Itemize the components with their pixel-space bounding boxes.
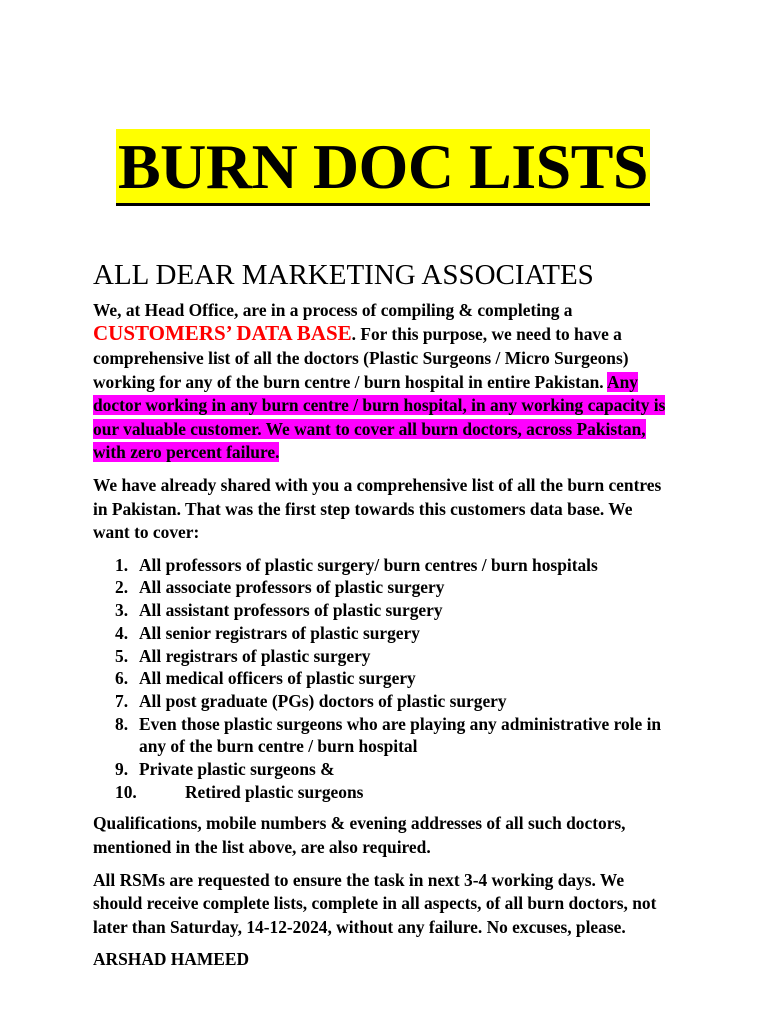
list-item-number: 7. xyxy=(115,690,129,711)
requirements-paragraph: Qualifications, mobile numbers & evening addresses of all such doctors, mentioned in the list above, are also required. xyxy=(93,813,626,858)
highlighted-statement: Any doctor working in any burn centre / burn hospital, in any working capacity is our valuable customer. We want to cover all burn doctors, across Pakistan, with zero percent failure. xyxy=(93,371,666,463)
list-item-text: Private plastic surgeons & xyxy=(139,759,335,780)
deadline-paragraph: All RSMs are requested to ensure the task in next 3-4 working days. We should receive complete lists, complete in all aspects, of all burn doctors, not later than Saturday, 14-12-2024, without any failure. No excuses, please. xyxy=(93,869,657,937)
list-item-text: Retired plastic surgeons xyxy=(185,781,364,802)
list-item xyxy=(93,781,673,804)
list-item-number: 2. xyxy=(115,577,129,598)
list-item xyxy=(93,599,673,622)
list-item-text: All assistant professors of plastic surgery xyxy=(139,600,443,621)
doctor-categories-list xyxy=(93,554,673,804)
intro-text-part1: We, at Head Office, are in a process of compiling & completing a xyxy=(93,299,573,320)
list-item-number: 10. xyxy=(115,781,137,802)
document-title: BURN DOC LISTS xyxy=(116,129,650,206)
burn-centres-paragraph: We have already shared with you a comprehensive list of all the burn centres in Pakistan. That was the first step towards this customers data base. We want to cover: xyxy=(93,474,662,543)
list-item-number: 5. xyxy=(115,645,129,666)
list-item xyxy=(93,690,673,713)
signature: ARSHAD HAMEED xyxy=(93,949,250,970)
intro-text-part2: . For this purpose, we need to have a comprehensive list of all the doctors (Plastic Surgeons / Micro Surgeons) working for any of the burn centre / burn hospital in entire Pakistan. xyxy=(93,324,629,392)
list-item xyxy=(93,622,673,645)
list-item-text: All medical officers of plastic surgery xyxy=(139,668,416,689)
customers-database-emphasis: CUSTOMERS’ DATA BASE xyxy=(93,321,352,346)
list-item-text: All associate professors of plastic surgery xyxy=(139,577,445,598)
list-item-number: 4. xyxy=(115,622,129,643)
list-item xyxy=(93,667,673,690)
title-container xyxy=(93,86,673,249)
list-item xyxy=(93,554,673,577)
intro-paragraph xyxy=(93,299,673,465)
list-item-text: All post graduate (PGs) doctors of plastic surgery xyxy=(139,690,507,711)
list-item-text: All registrars of plastic surgery xyxy=(139,645,371,666)
list-item xyxy=(93,758,673,781)
list-item xyxy=(93,645,673,668)
list-item xyxy=(93,576,673,599)
list-item-number: 8. xyxy=(115,713,129,734)
document-page xyxy=(93,86,673,971)
list-item-number: 3. xyxy=(115,600,129,621)
list-item-number: 6. xyxy=(115,668,129,689)
list-item-text: All professors of plastic surgery/ burn centres / burn hospitals xyxy=(139,554,598,575)
list-item-text: All senior registrars of plastic surgery xyxy=(139,622,420,643)
list-item-number: 9. xyxy=(115,759,129,780)
list-item-number: 1. xyxy=(115,554,129,575)
list-item xyxy=(93,713,673,758)
list-item-text: Even those plastic surgeons who are playing any administrative role in any of the burn centre / burn hospital xyxy=(139,713,662,757)
salutation: ALL DEAR MARKETING ASSOCIATES xyxy=(93,258,594,291)
